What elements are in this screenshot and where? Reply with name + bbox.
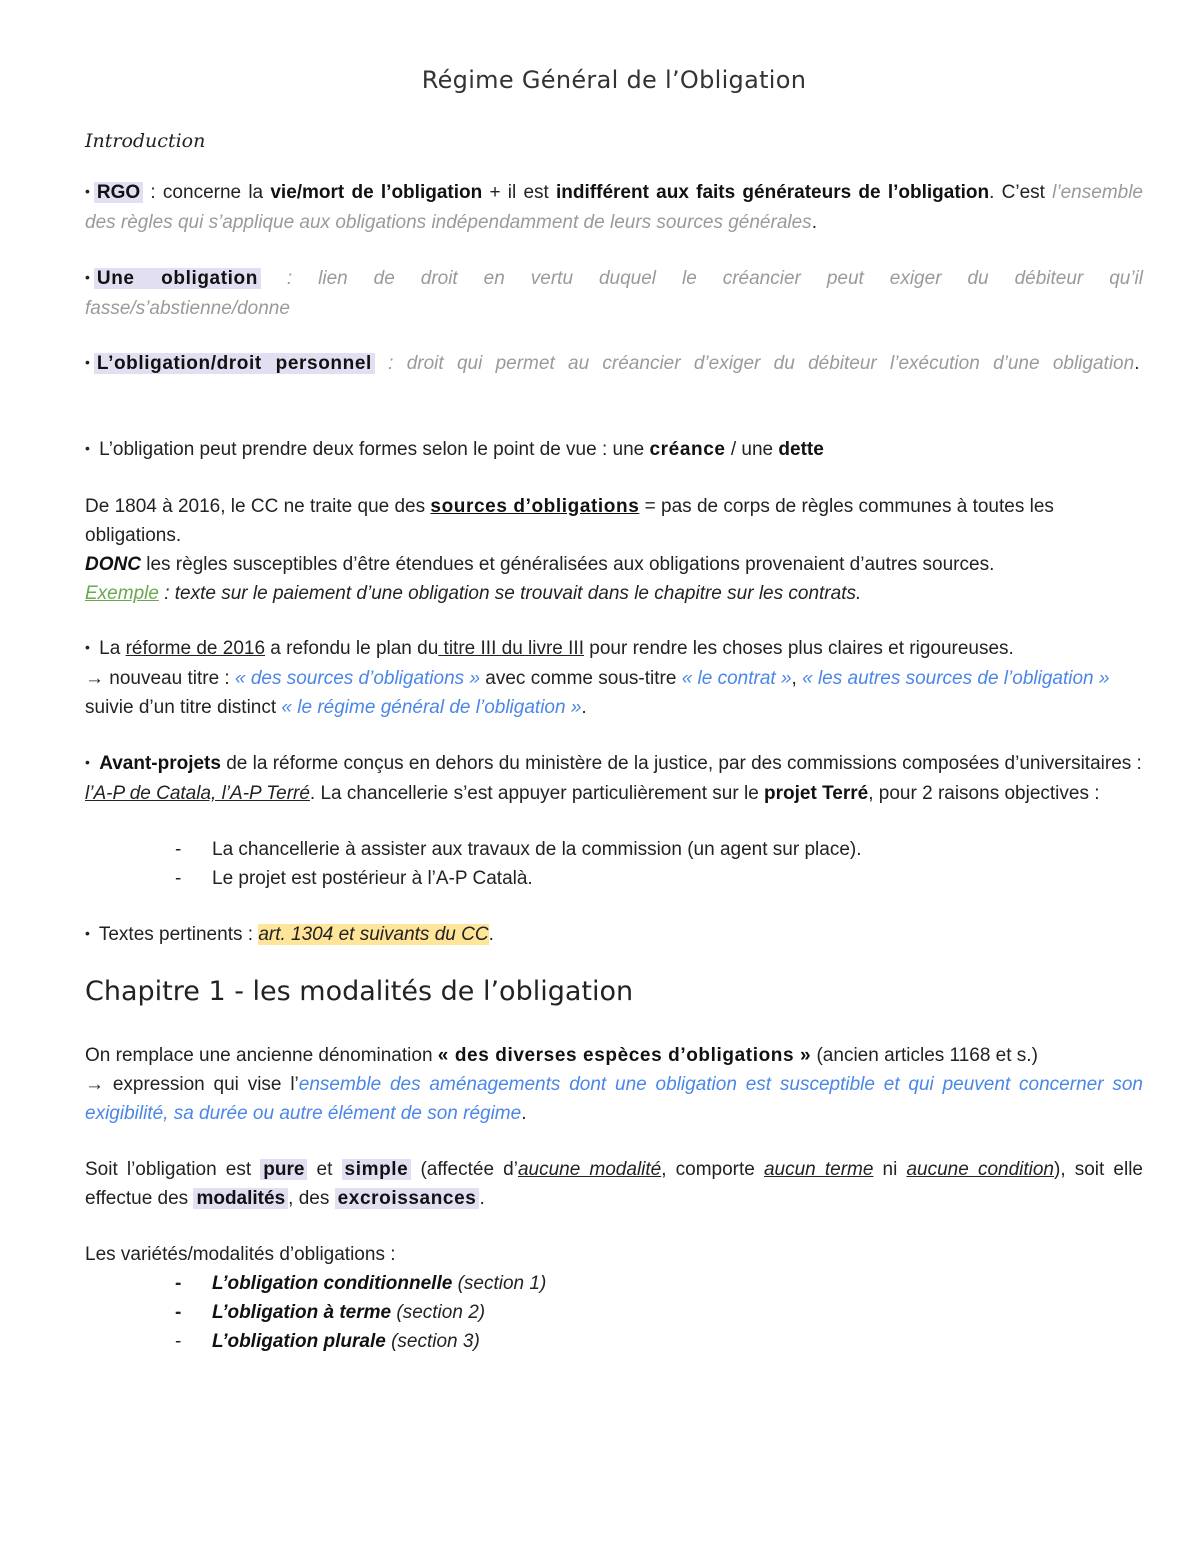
page-title: Régime Général de l’Obligation: [421, 66, 807, 94]
list-item: - L’obligation à terme (section 2): [175, 1302, 486, 1323]
exemple-label: Exemple: [85, 583, 159, 604]
bullet-icon: •: [85, 183, 90, 199]
list-item: - Le projet est postérieur à l’A-P Català.: [175, 868, 533, 889]
arrow-icon: →: [85, 1074, 104, 1095]
paragraph-textes-pertinents: • Textes pertinents : art. 1304 et suivants du CC.: [85, 924, 494, 945]
section-heading-introduction: Introduction: [85, 130, 206, 152]
paragraph-avant-projets: • Avant-projets de la réforme conçus en dehors du ministère de la justice, par des commissions composées d’universitaires : l’A-P de Catala, l’A-P Terré. La chancellerie s’est appuyer particulièrement sur le projet Terré, pour 2 raisons objectives :: [85, 753, 1142, 804]
bullet-icon: •: [85, 440, 90, 456]
paragraph-une-obligation: • Une obligation : lien de droit en vertu duquel le créancier peut exiger du débiteur qu’il fasse/s’abstienne/donne: [85, 268, 1143, 319]
bullet-icon: •: [85, 269, 90, 285]
paragraph-varietes: Les variétés/modalités d’obligations :: [85, 1244, 396, 1265]
list-item: - La chancellerie à assister aux travaux de la commission (un agent sur place).: [175, 839, 862, 860]
bullet-icon: •: [85, 754, 90, 770]
paragraph-reforme-2016: • La réforme de 2016 a refondu le plan du titre III du livre III pour rendre les choses plus claires et rigoureuses. → nouveau titre : « des sources d’obligations » avec comme sous-titre « le contrat », « les autres sources de l’obligation » suivie d’un titre distinct « le régime général de l’obligation ».: [85, 638, 1110, 718]
paragraph-denomination: On remplace une ancienne dénomination « des diverses espèces d’obligations » (ancien articles 1168 et s.) → expression qui vise l’ensemble des aménagements dont une obligation est susceptible et qui peuvent concerner son exigibilité, sa durée ou autre élément de son régime.: [85, 1045, 1143, 1124]
list-item: - L’obligation plurale (section 3): [175, 1331, 480, 1352]
term-droit-personnel: L’obligation/droit personnel: [96, 353, 372, 374]
highlighted-reference: art. 1304 et suivants du CC: [258, 924, 489, 945]
arrow-icon: →: [85, 668, 104, 689]
bullet-icon: •: [85, 639, 90, 655]
paragraph-rgo: • RGO : concerne la vie/mort de l’obligation + il est indifférent aux faits générateurs de l’obligation. C’est l’ensemble des règles qui s’applique aux obligations indépendamment de leurs sources générales.: [85, 182, 1143, 233]
paragraph-1804-2016: De 1804 à 2016, le CC ne traite que des sources d’obligations = pas de corps de règles communes à toutes les obligations. DONC les règles susceptibles d’être étendues et généralisées aux obligations provenaient d’autres sources. Exemple : texte sur le paiement d’une obligation se trouvait dans le chapitre sur les contrats.: [85, 496, 1054, 604]
list-item: - L’obligation conditionnelle (section 1): [175, 1273, 547, 1294]
paragraph-droit-personnel: • L’obligation/droit personnel : droit qui permet au créancier d’exiger du débiteur l’exécution d’une obligation.: [85, 353, 1140, 374]
term-une-obligation: Une obligation: [96, 268, 258, 289]
term-rgo: RGO: [96, 182, 141, 203]
bullet-icon: •: [85, 354, 90, 370]
chapter-title: Chapitre 1 - les modalités de l’obligation: [85, 976, 634, 1007]
bullet-icon: •: [85, 925, 90, 941]
paragraph-pure-simple: Soit l’obligation est pure et simple (affectée d’aucune modalité, comporte aucun terme ni aucune condition), soit elle effectue des modalités , des excroissances .: [85, 1159, 1143, 1209]
paragraph-deux-formes: • L’obligation peut prendre deux formes selon le point de vue : une créance / une dette: [85, 439, 824, 460]
